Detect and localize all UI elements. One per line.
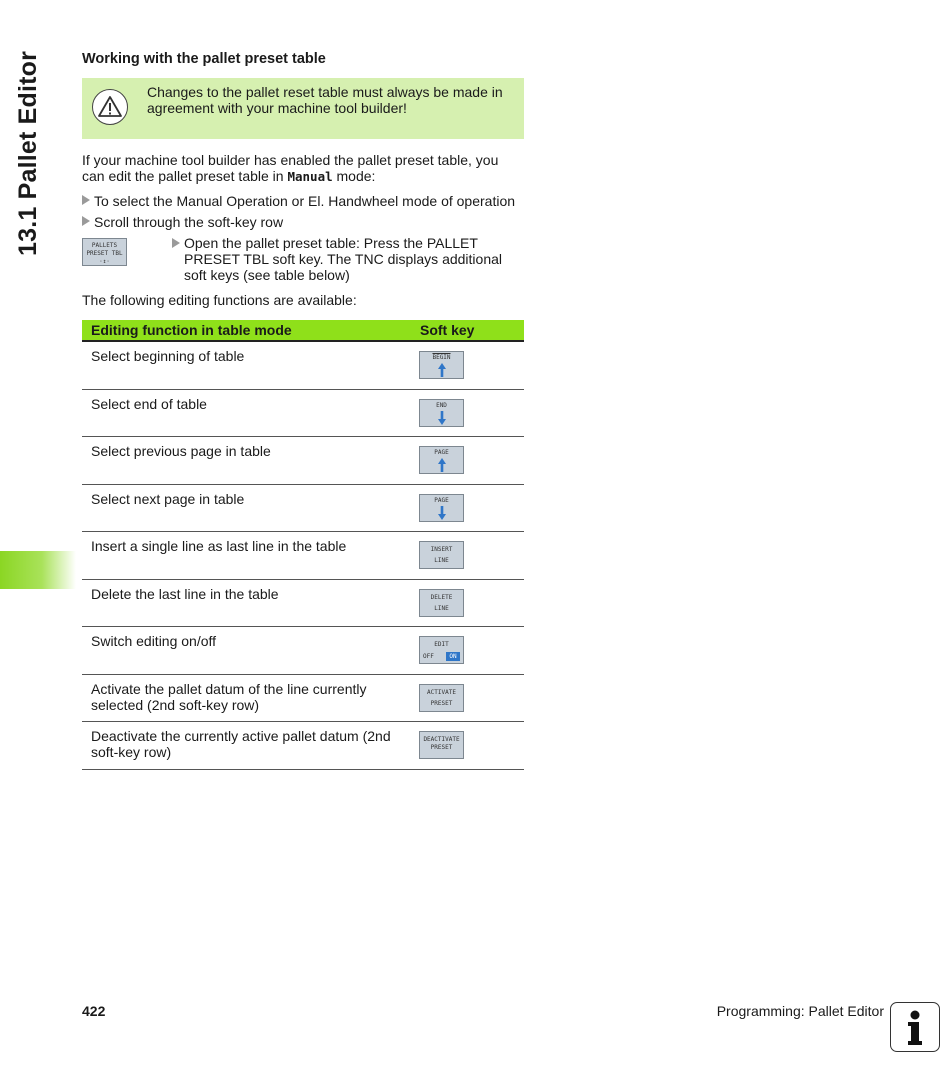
table-header <box>82 320 524 342</box>
header-function: Editing function in table mode <box>91 322 292 338</box>
edit-toggle-softkey[interactable]: EDIT OFF ON <box>419 636 464 664</box>
warning-note <box>82 78 524 139</box>
step-item: To select the Manual Operation or El. Handwheel mode of operation <box>82 193 515 209</box>
intro-text: If your machine tool builder has enabled the pallet preset table, you can edit the pallet preset table in <box>82 152 499 184</box>
page-down-softkey[interactable]: PAGE <box>419 494 464 522</box>
table-row: Select beginning of table BEGIN <box>82 342 524 390</box>
deactivate-preset-softkey[interactable]: DEACTIVATE PRESET <box>419 731 464 759</box>
info-icon <box>890 1002 940 1052</box>
table-row: Select next page in table PAGE <box>82 485 524 533</box>
delete-line-softkey[interactable]: DELETE LINE <box>419 589 464 617</box>
section-title: Working with the pallet preset table <box>82 51 326 67</box>
header-softkey: Soft key <box>420 322 475 338</box>
intro-paragraph <box>82 152 522 185</box>
mode-name: Manual <box>287 169 333 184</box>
table-row: Select end of table END <box>82 390 524 438</box>
page-number: 422 <box>82 1003 106 1019</box>
begin-softkey[interactable]: BEGIN <box>419 351 464 379</box>
table-row: Activate the pallet datum of the line currently selected (2nd soft-key row) ACTIVATE PRESET <box>82 675 524 723</box>
editing-functions-table <box>82 320 524 770</box>
insert-line-softkey[interactable]: INSERT LINE <box>419 541 464 569</box>
chapter-tab-marker <box>0 551 76 589</box>
end-softkey[interactable]: END <box>419 399 464 427</box>
arrow-up-icon <box>437 457 447 473</box>
table-row: Delete the last line in the table DELETE LINE <box>82 580 524 628</box>
arrow-down-icon <box>437 410 447 426</box>
table-row: Insert a single line as last line in the table INSERT LINE <box>82 532 524 580</box>
warning-text: Changes to the pallet reset table must always be made in agreement with your machine tool builder! <box>147 84 503 116</box>
open-table-step: Open the pallet preset table: Press the PALLET PRESET TBL soft key. The TNC displays additional soft keys (see table below) <box>172 235 522 283</box>
intro-text-end: mode: <box>332 168 376 184</box>
softkey-symbol-icon: ·↕· <box>99 258 110 265</box>
page-up-softkey[interactable]: PAGE <box>419 446 464 474</box>
footer-chapter: Programming: Pallet Editor <box>716 1003 884 1019</box>
warning-icon <box>92 89 128 125</box>
step-arrow-icon <box>82 195 90 205</box>
chapter-side-title: 13.1 Pallet Editor <box>14 50 42 256</box>
table-row: Switch editing on/off EDIT OFF ON <box>82 627 524 675</box>
table-row: Deactivate the currently active pallet datum (2nd soft-key row) DEACTIVATE PRESET <box>82 722 524 770</box>
step-arrow-icon <box>172 238 180 248</box>
step-item: Scroll through the soft-key row <box>82 214 283 230</box>
arrow-up-icon <box>437 362 447 378</box>
activate-preset-softkey[interactable]: ACTIVATE PRESET <box>419 684 464 712</box>
arrow-down-icon <box>437 505 447 521</box>
pallets-preset-tbl-softkey[interactable]: PALLETS PRESET TBL ·↕· <box>82 238 127 266</box>
step-arrow-icon <box>82 216 90 226</box>
table-row: Select previous page in table PAGE <box>82 437 524 485</box>
functions-intro: The following editing functions are available: <box>82 292 357 308</box>
